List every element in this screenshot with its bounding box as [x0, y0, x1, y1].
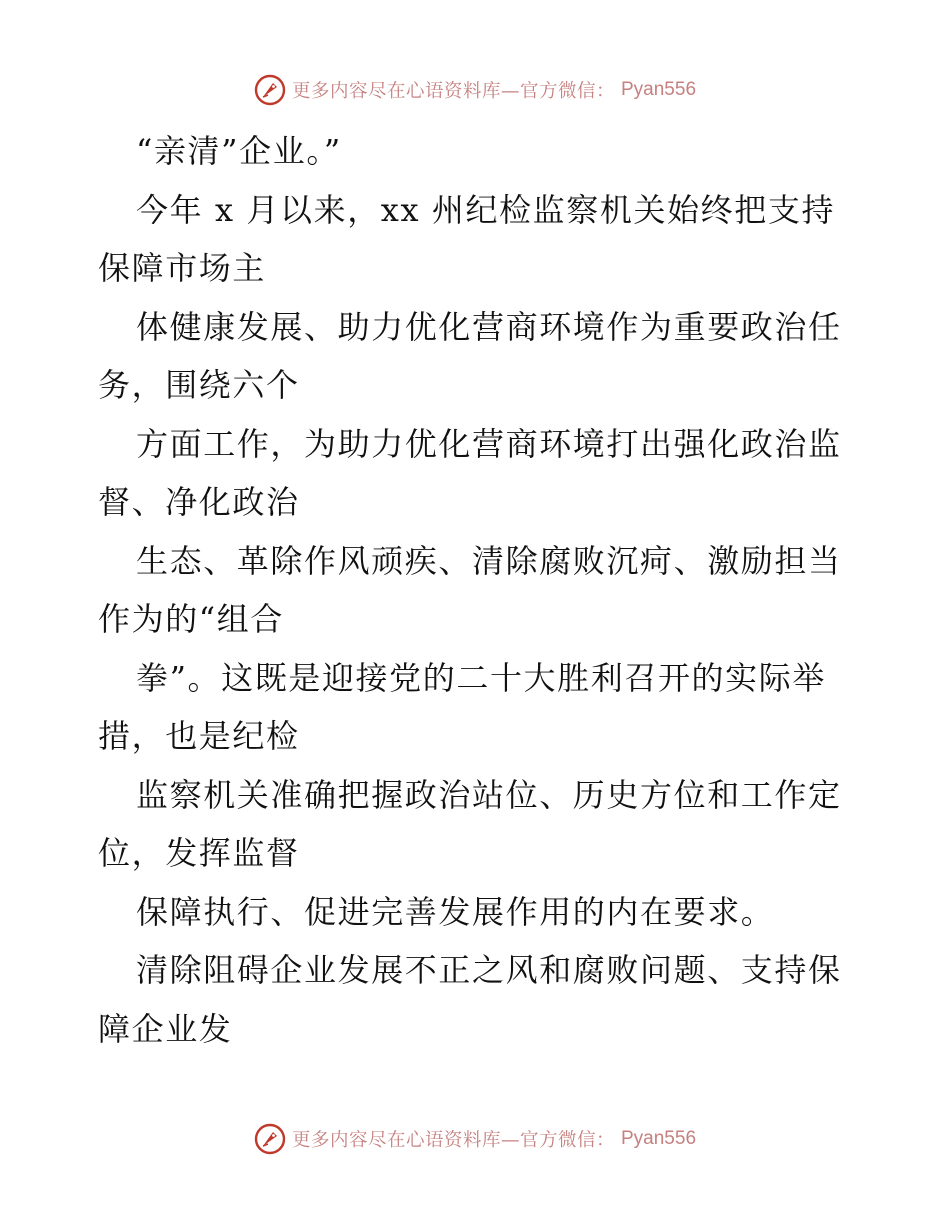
- pen-nib-logo-icon: [254, 1123, 286, 1155]
- text-line: 作为的“组合: [98, 600, 284, 638]
- text-line: 方面工作，为助力优化营商环境打出强化政治监: [136, 424, 842, 463]
- watermark-wechat-id: Pyan556: [621, 1128, 697, 1149]
- text-line: “亲清”企业。”: [136, 132, 342, 170]
- text-line: 今年 x 月以来，xx 州纪检监察机关始终把支持: [136, 190, 836, 229]
- text-line: 务，围绕六个: [98, 366, 300, 404]
- watermark-text: 更多内容尽在心语资料库—官方微信：: [291, 1130, 615, 1151]
- text-line: 体健康发展、助力优化营商环境作为重要政治任: [136, 307, 842, 346]
- watermark-wechat-id: Pyan556: [621, 79, 697, 100]
- text-line: 保障执行、促进完善发展作用的内在要求。: [136, 892, 775, 931]
- text-line: 监察机关准确把握政治站位、历史方位和工作定: [136, 775, 842, 814]
- text-line: 保障市场主: [98, 249, 267, 287]
- header-watermark: [0, 70, 950, 110]
- text-line: 生态、革除作风顽疾、清除腐败沉疴、激励担当: [136, 541, 842, 580]
- text-line: 措，也是纪检: [98, 717, 300, 755]
- pen-nib-logo-icon: [254, 74, 286, 106]
- footer-watermark: [0, 1119, 950, 1159]
- text-line: 拳”。这既是迎接党的二十大胜利召开的实际举: [136, 658, 826, 697]
- text-line: 督、净化政治: [98, 483, 300, 521]
- watermark-text: 更多内容尽在心语资料库—官方微信：: [291, 81, 615, 102]
- text-line: 位，发挥监督: [98, 834, 300, 872]
- text-line: 障企业发: [98, 1009, 233, 1048]
- text-line: 清除阻碍企业发展不正之风和腐败问题、支持保: [136, 951, 842, 989]
- document-body: [98, 122, 858, 1058]
